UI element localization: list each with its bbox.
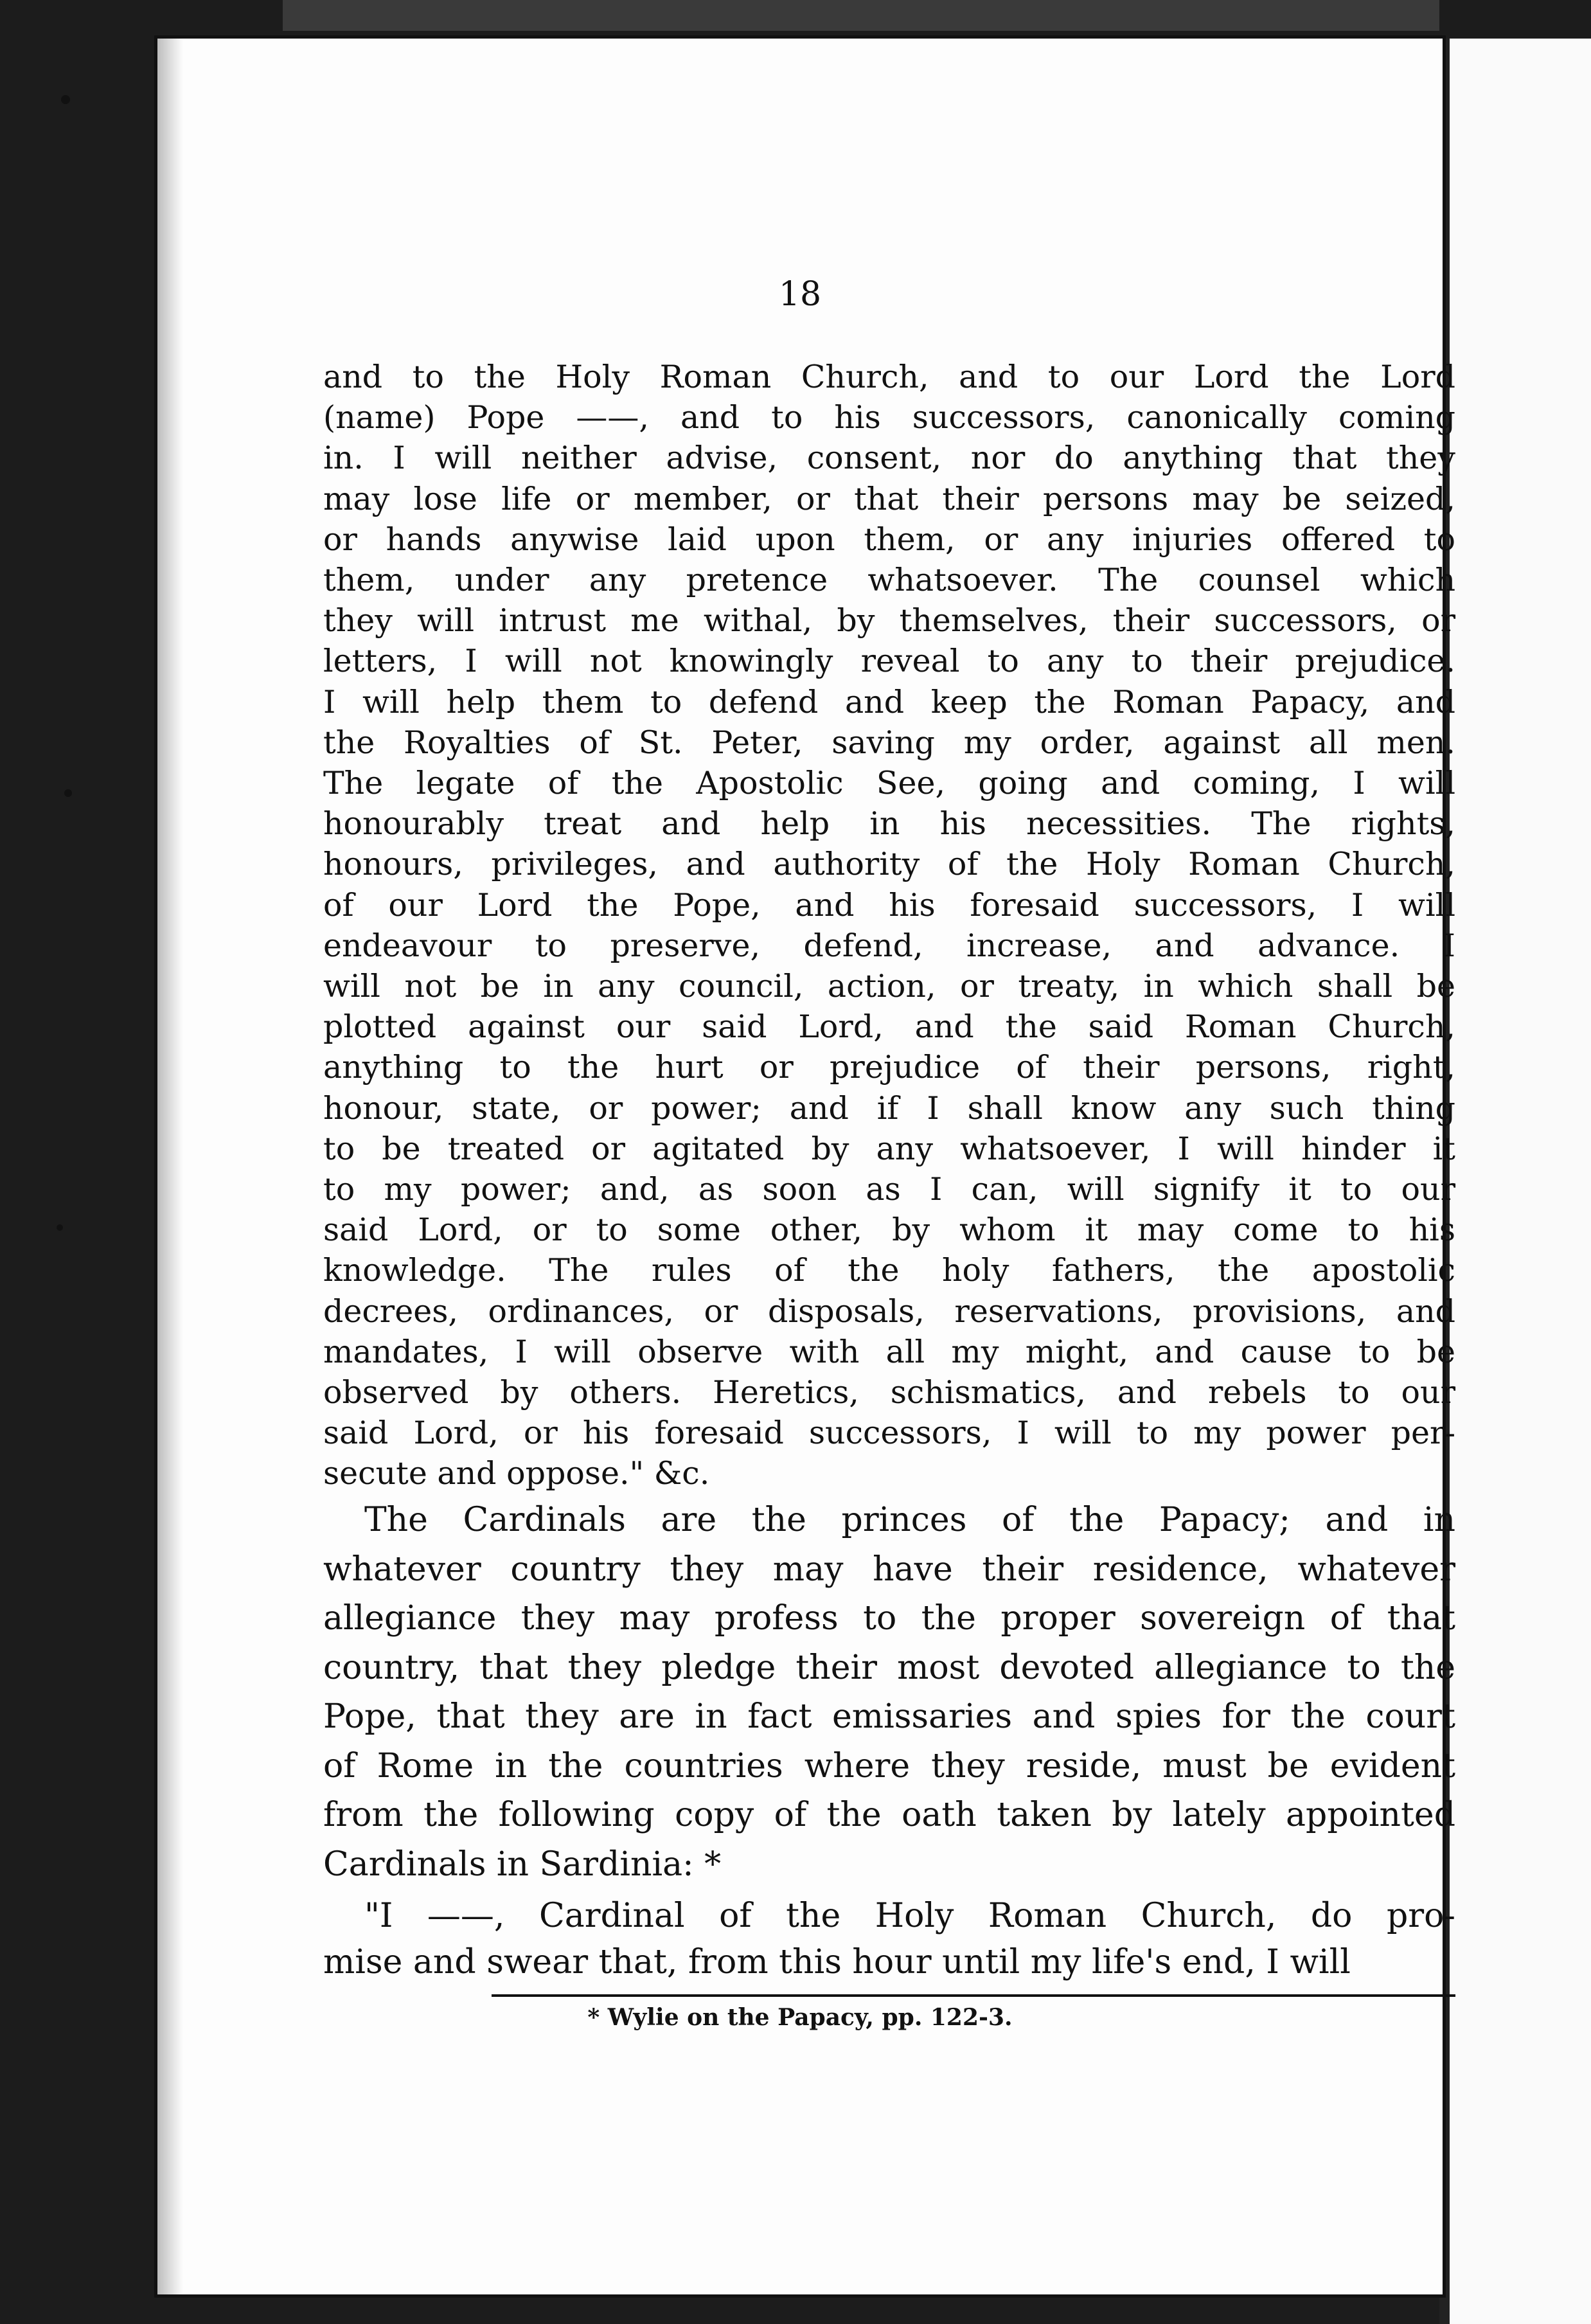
text-line: letters, I will not knowingly reveal to any to their prejudice. (323, 643, 1455, 680)
text-line: to my power; and, as soon as I can, will signify it to our (323, 1171, 1455, 1208)
text-line: or hands anywise laid upon them, or any injuries offered to (323, 521, 1455, 558)
text-line: the Royalties of St. Peter, saving my order, against all men. (323, 724, 1455, 761)
text-line: Pope, that they are in fact emissaries and spies for the court (323, 1697, 1455, 1736)
text-line: plotted against our said Lord, and the said Roman Church, (323, 1008, 1455, 1046)
text-line: anything to the hurt or prejudice of their persons, right, (323, 1049, 1455, 1086)
text-line: knowledge. The rules of the holy fathers, the apostolic (323, 1252, 1455, 1289)
text-line: honours, privileges, and authority of the Holy Roman Church, (323, 846, 1455, 883)
text-line: country, that they pledge their most devoted allegiance to the (323, 1648, 1455, 1687)
text-line: said Lord, or to some other, by whom it may come to his (323, 1211, 1455, 1249)
text-line: secute and oppose." &c. (323, 1455, 710, 1492)
cardinal-oath-paragraph (323, 1893, 1455, 1985)
oath-paragraph (323, 357, 1455, 1494)
text-line: from the following copy of the oath taken by lately appointed (323, 1796, 1455, 1834)
text-line: and to the Holy Roman Church, and to our Lord the Lord (323, 359, 1455, 395)
page-number: 18 (778, 275, 822, 314)
text-line: "I ——, Cardinal of the Holy Roman Church, do pro- (364, 1897, 1455, 1935)
footnote-rule (492, 1994, 1455, 1997)
text-line: honourably treat and help in his necessities. The rights, (323, 805, 1455, 843)
text-line: mise and swear that, from this hour until my life's end, I will (323, 1943, 1351, 1981)
scan-speck (57, 1224, 63, 1231)
text-line: to be treated or agitated by any whatsoever, I will hinder it (323, 1130, 1455, 1167)
text-line: The legate of the Apostolic See, going and coming, I will (323, 765, 1455, 802)
scan-speck (61, 95, 70, 104)
text-line: may lose life or member, or that their persons may be seized, (323, 480, 1455, 517)
scan-speck (64, 789, 72, 797)
scan-border-top (283, 0, 1439, 31)
text-line: of Rome in the countries where they reside, must be evident (323, 1746, 1455, 1785)
text-line: observed by others. Heretics, schismatics, and rebels to our (323, 1374, 1455, 1411)
text-line: decrees, ordinances, or disposals, reservations, provisions, and (323, 1292, 1455, 1330)
text-line: The Cardinals are the princes of the Papacy; and in (364, 1501, 1455, 1539)
text-line: mandates, I will observe with all my might, and cause to be (323, 1333, 1455, 1370)
facing-page-edge (1439, 39, 1591, 2324)
gutter-shadow (157, 39, 183, 2294)
text-line: in. I will neither advise, consent, nor do anything that they (323, 440, 1455, 477)
text-line: (name) Pope ——, and to his successors, canonically coming (323, 399, 1455, 436)
text-line: whatever country they may have their residence, whatever (323, 1550, 1455, 1589)
text-line: they will intrust me withal, by themselves, their successors, or (323, 602, 1455, 639)
book-page (154, 35, 1455, 2298)
footnote: * Wylie on the Papacy, pp. 122-3. (587, 2004, 1013, 2031)
cardinals-paragraph (323, 1496, 1455, 1889)
text-line: allegiance they may profess to the proper sovereign of that (323, 1599, 1455, 1638)
text-line: of our Lord the Pope, and his foresaid successors, I will (323, 886, 1455, 924)
text-line: Cardinals in Sardinia: * (323, 1845, 722, 1884)
text-line: will not be in any council, action, or treaty, in which shall be (323, 968, 1455, 1005)
text-line: honour, state, or power; and if I shall know any such thing (323, 1089, 1455, 1127)
text-line: I will help them to defend and keep the Roman Papacy, and (323, 683, 1455, 720)
text-line: them, under any pretence whatsoever. The counsel which (323, 562, 1455, 599)
text-line: said Lord, or his foresaid successors, I will to my power per- (323, 1415, 1455, 1452)
text-line: endeavour to preserve, defend, increase, and advance. I (323, 927, 1455, 964)
